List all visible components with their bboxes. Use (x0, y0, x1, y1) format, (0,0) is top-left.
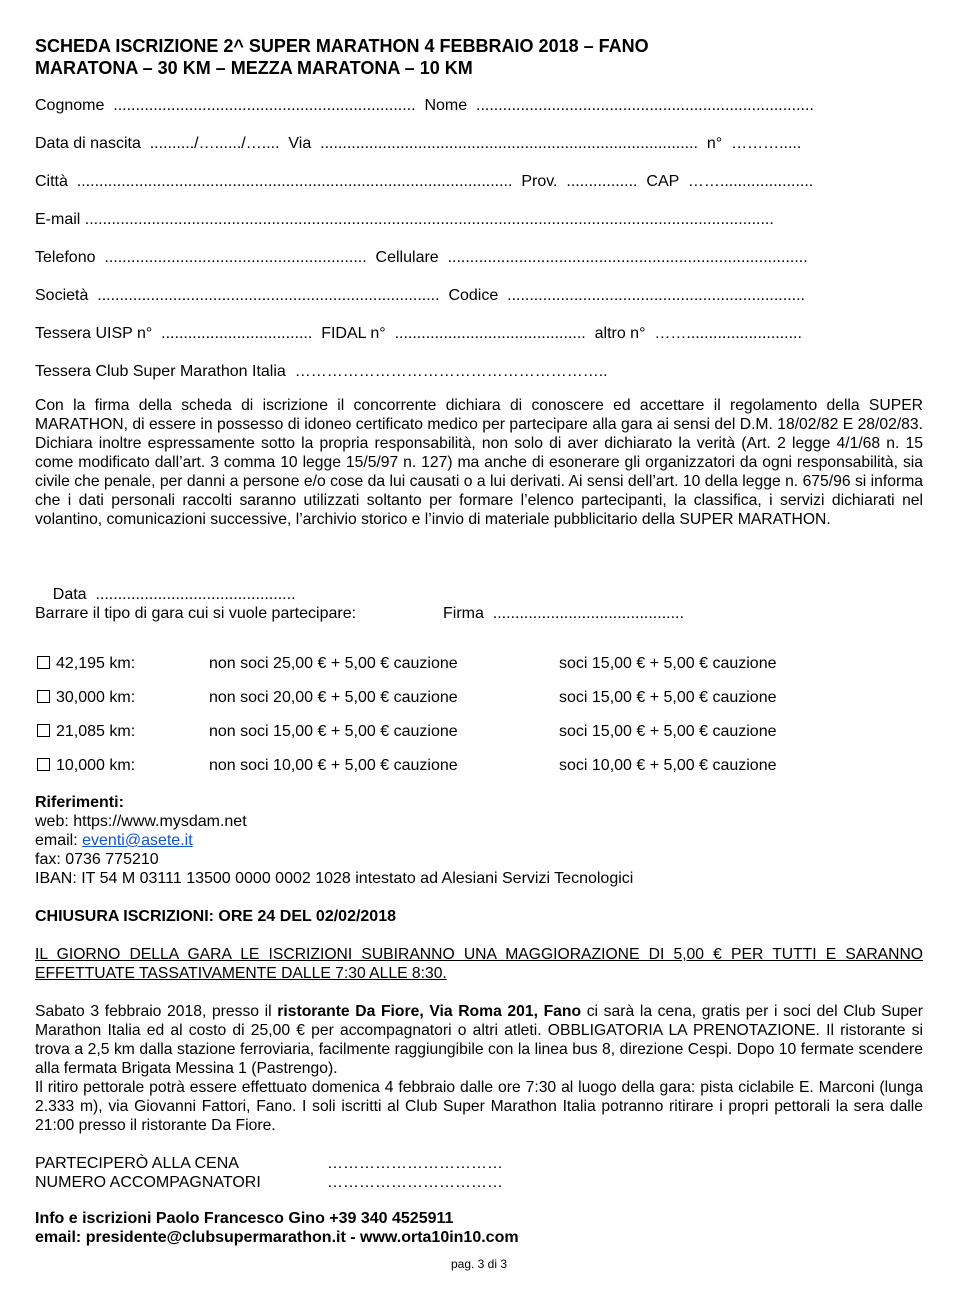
dinner-attendance-field[interactable]: …………………………… (327, 1155, 503, 1172)
dinner-attendance-row (35, 1154, 923, 1173)
fee-row-21k (35, 722, 923, 741)
field-tessera-club[interactable]: Tessera Club Super Marathon Italia ………………………………………………….. (35, 363, 608, 380)
fee-non-soci: non soci 20,00 € + 5,00 € cauzione (209, 689, 458, 706)
field-telefono-cellulare[interactable]: Telefono ........................................................... Cellulare ................................................................................. (35, 249, 808, 266)
declaration-text: Con la firma della scheda di iscrizione il concorrente dichiara di conoscere ed accettare il regolamento della SUPER MARATHON, di essere in possesso di idoneo certificato medico per partecipare alla gara ai sensi del D.M. 18/02/82 E 28/02/83. Dichiara inoltre espressamente sotto la propria responsabilità, non solo di aver dichiarato la verità (Art. 2 legge 4/1/68 n. 15 come modificato dall’art. 3 comma 10 legge 15/5/97 n. 127) ma anche di esonerare gli organizzatori da ogni responsabilità, sia civile che penale, per danni a persone e/o cose da lui causati o a lui derivati. Ai sensi dell’art. 10 della legge n. 675/96 si informa che i dati personali raccolti saranno utilizzati soltanto per formare l’elenco partecipanti, la classifica, i servizi dichiarati nel volantino, comunicazioni successive, l’archivio storico e l’invio di materiale pubblicitario della SUPER MARATHON. (35, 397, 923, 528)
fee-soci: soci 15,00 € + 5,00 € cauzione (559, 723, 777, 740)
field-data[interactable]: Data ............................................. (52, 586, 296, 603)
fee-distance: 42,195 km: (56, 655, 136, 672)
email-link[interactable]: eventi@asete.it (82, 832, 193, 849)
fee-non-soci: non soci 25,00 € + 5,00 € cauzione (209, 655, 458, 672)
race-prompt: Barrare il tipo di gara cui si vuole partecipare: (35, 605, 357, 622)
fee-distance: 10,000 km: (56, 757, 136, 774)
companions-label: NUMERO ACCOMPAGNATORI (35, 1174, 261, 1191)
fee-non-soci: non soci 10,00 € + 5,00 € cauzione (209, 757, 458, 774)
checkbox-21k[interactable] (37, 724, 50, 737)
dinner-venue: ristorante Da Fiore, Via Roma 201, Fano (277, 1003, 582, 1020)
field-nascita-via[interactable]: Data di nascita ........../…....../….... Via ..................................................................................... n° ………..... (35, 135, 802, 152)
closing-notice: CHIUSURA ISCRIZIONI: ORE 24 DEL 02/02/2018 (35, 908, 396, 925)
references-email (35, 831, 633, 850)
references (35, 793, 633, 888)
contact-info (35, 1209, 519, 1247)
race-day-notice: IL GIORNO DELLA GARA LE ISCRIZIONI SUBIRANNO UNA MAGGIORAZIONE DI 5,00 € PER TUTTI E SARANNO EFFETTUATE TASSATIVAMENTE DALLE 7:30 ALLE 8:30. (35, 946, 923, 982)
fee-row-10k (35, 756, 923, 775)
field-societa-codice[interactable]: Società ............................................................................. Codice ................................................................... (35, 287, 805, 304)
dinner-attendance-label: PARTECIPERÒ ALLA CENA (35, 1155, 239, 1172)
fee-row-30k (35, 688, 923, 707)
contact-line-1: Info e iscrizioni Paolo Francesco Gino +39 340 4525911 (35, 1210, 454, 1227)
title-line-1: SCHEDA ISCRIZIONE 2^ SUPER MARATHON 4 FEBBRAIO 2018 – FANO (35, 36, 649, 56)
fee-soci: soci 15,00 € + 5,00 € cauzione (559, 655, 777, 672)
bib-pickup-info: Il ritiro pettorale potrà essere effettuato domenica 4 febbraio dalle ore 7:30 al luogo della gara: pista ciclabile E. Marconi (lunga 2.333 m), via Giovanni Fattori, Fano. I soli iscritti al Club Super Marathon Italia potranno ritirare i propri pettorali la sera dalle 21:00 presso il ristorante Da Fiore. (35, 1079, 923, 1134)
email-label: email: (35, 832, 83, 849)
companions-field[interactable]: …………………………… (327, 1174, 503, 1191)
fee-soci: soci 15,00 € + 5,00 € cauzione (559, 689, 777, 706)
page-number: pag. 3 di 3 (450, 1257, 508, 1271)
references-web: web: https://www.mysdam.net (35, 813, 247, 830)
references-fax: fax: 0736 775210 (35, 851, 159, 868)
fee-soci: soci 10,00 € + 5,00 € cauzione (559, 757, 777, 774)
references-iban: IBAN: IT 54 M 03111 13500 0000 0002 1028 intestato ad Alesiani Servizi Tecnologici (35, 870, 634, 887)
field-citta-prov-cap[interactable]: Città .................................................................................................. Prov. ................ CAP ……..................... (35, 173, 814, 190)
dinner-intro: Sabato 3 febbraio 2018, presso il (35, 1003, 278, 1020)
fee-non-soci: non soci 15,00 € + 5,00 € cauzione (209, 723, 458, 740)
references-heading: Riferimenti: (35, 794, 124, 811)
field-cognome-nome[interactable]: Cognome .................................................................... Nome ............................................................................ (35, 97, 814, 114)
fee-row-42k (35, 654, 923, 673)
title-line-2: MARATONA – 30 KM – MEZZA MARATONA – 10 KM (35, 58, 473, 78)
fee-distance: 30,000 km: (56, 689, 136, 706)
field-tessere[interactable]: Tessera UISP n° .................................. FIDAL n° ........................................... altro n° …….......................... (35, 325, 802, 342)
field-firma[interactable]: Firma ........................................... (443, 605, 684, 622)
checkbox-10k[interactable] (37, 758, 50, 771)
dinner-rest: ci sarà la cena, gratis per i soci del Club Super Marathon Italia ed al costo di 25,00 € per accompagnatori o altri atleti. OBBLIGATORIA LA PRENOTAZIONE. Il ristorante si trova a 2,5 km dalla stazione ferroviaria, facilmente raggiungibile con la linea bus 8, direzione Cespi. Dopo 10 fermate scendere alla fermata Brigata Messina 1 (Pastrengo). (35, 1003, 923, 1077)
field-email[interactable]: E-mail ........................................................................................................................................................... (35, 211, 774, 228)
fee-distance: 21,085 km: (56, 723, 136, 740)
dinner-info (35, 1002, 923, 1078)
checkbox-42k[interactable] (37, 656, 50, 669)
form-title (35, 35, 649, 79)
checkbox-30k[interactable] (37, 690, 50, 703)
contact-line-2: email: presidente@clubsupermarathon.it - www.orta10in10.com (35, 1229, 519, 1246)
companions-row (35, 1173, 923, 1192)
